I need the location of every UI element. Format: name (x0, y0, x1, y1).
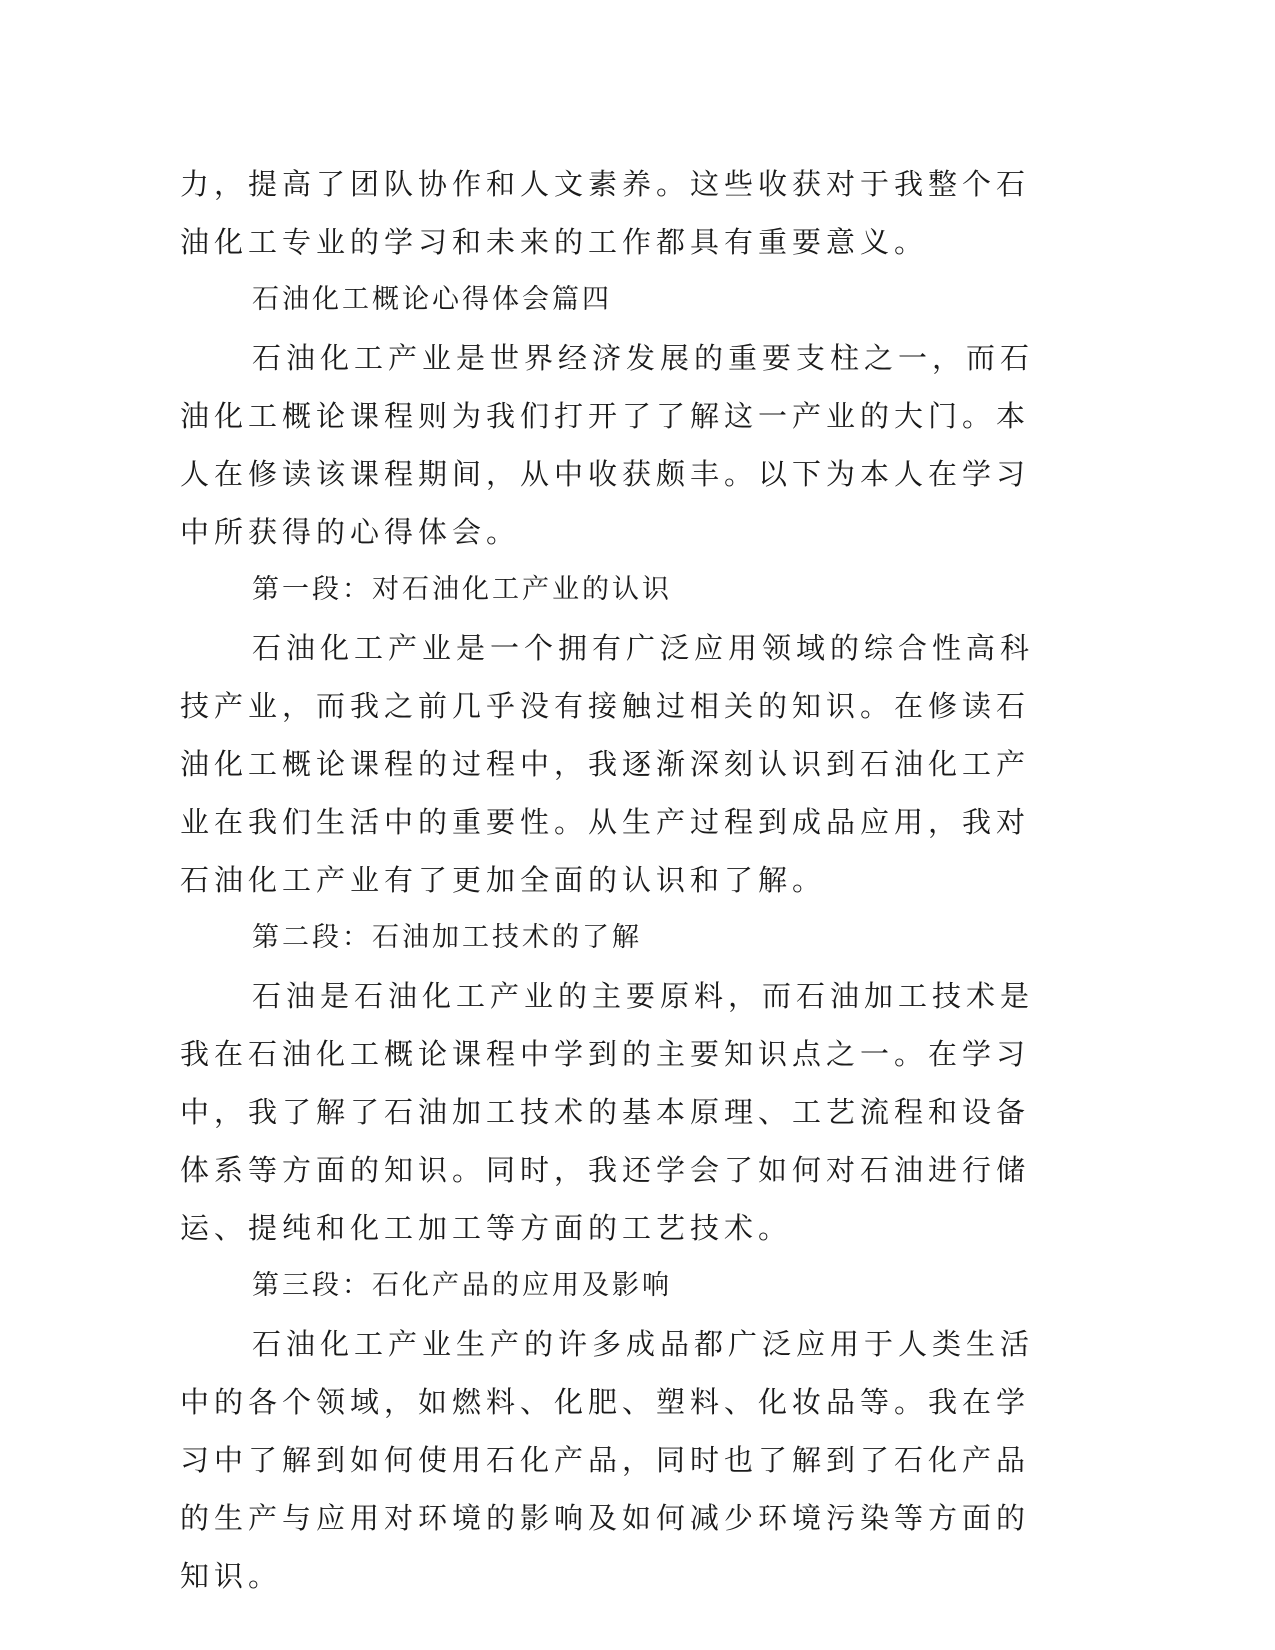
paragraph-continuation: 力，提高了团队协作和人文素养。这些收获对于我整个石油化工专业的学习和未来的工作都具有重要意义。 (180, 167, 1031, 259)
document-body (180, 155, 1042, 1605)
paragraph-intro: 石油化工产业是世界经济发展的重要支柱之一，而石油化工概论课程则为我们打开了了解这一产业的大门。本人在修读该课程期间，从中收获颇丰。以下为本人在学习中所获得的心得体会。 (180, 341, 1035, 549)
paragraph-section-2: 石油是石油化工产业的主要原料，而石油加工技术是我在石油化工概论课程中学到的主要知识点之一。在学习中，我了解了石油加工技术的基本原理、工艺流程和设备体系等方面的知识。同时，我还学会了如何对石油进行储运、提纯和化工加工等方面的工艺技术。 (180, 979, 1035, 1245)
section-heading-2: 第二段：石油加工技术的了解 (252, 922, 642, 953)
section-heading-1: 第一段：对石油化工产业的认识 (252, 574, 672, 605)
section-title-part-four: 石油化工概论心得体会篇四 (252, 284, 612, 315)
paragraph-section-3: 石油化工产业生产的许多成品都广泛应用于人类生活中的各个领域，如燃料、化肥、塑料、化妆品等。我在学习中了解到如何使用石化产品，同时也了解到了石化产品的生产与应用对环境的影响及如何减少环境污染等方面的知识。 (180, 1327, 1035, 1593)
paragraph-section-1: 石油化工产业是一个拥有广泛应用领域的综合性高科技产业，而我之前几乎没有接触过相关的知识。在修读石油化工概论课程的过程中，我逐渐深刻认识到石油化工产业在我们生活中的重要性。从生产过程到成品应用，我对石油化工产业有了更加全面的认识和了解。 (180, 631, 1035, 897)
section-heading-3: 第三段：石化产品的应用及影响 (252, 1270, 672, 1301)
